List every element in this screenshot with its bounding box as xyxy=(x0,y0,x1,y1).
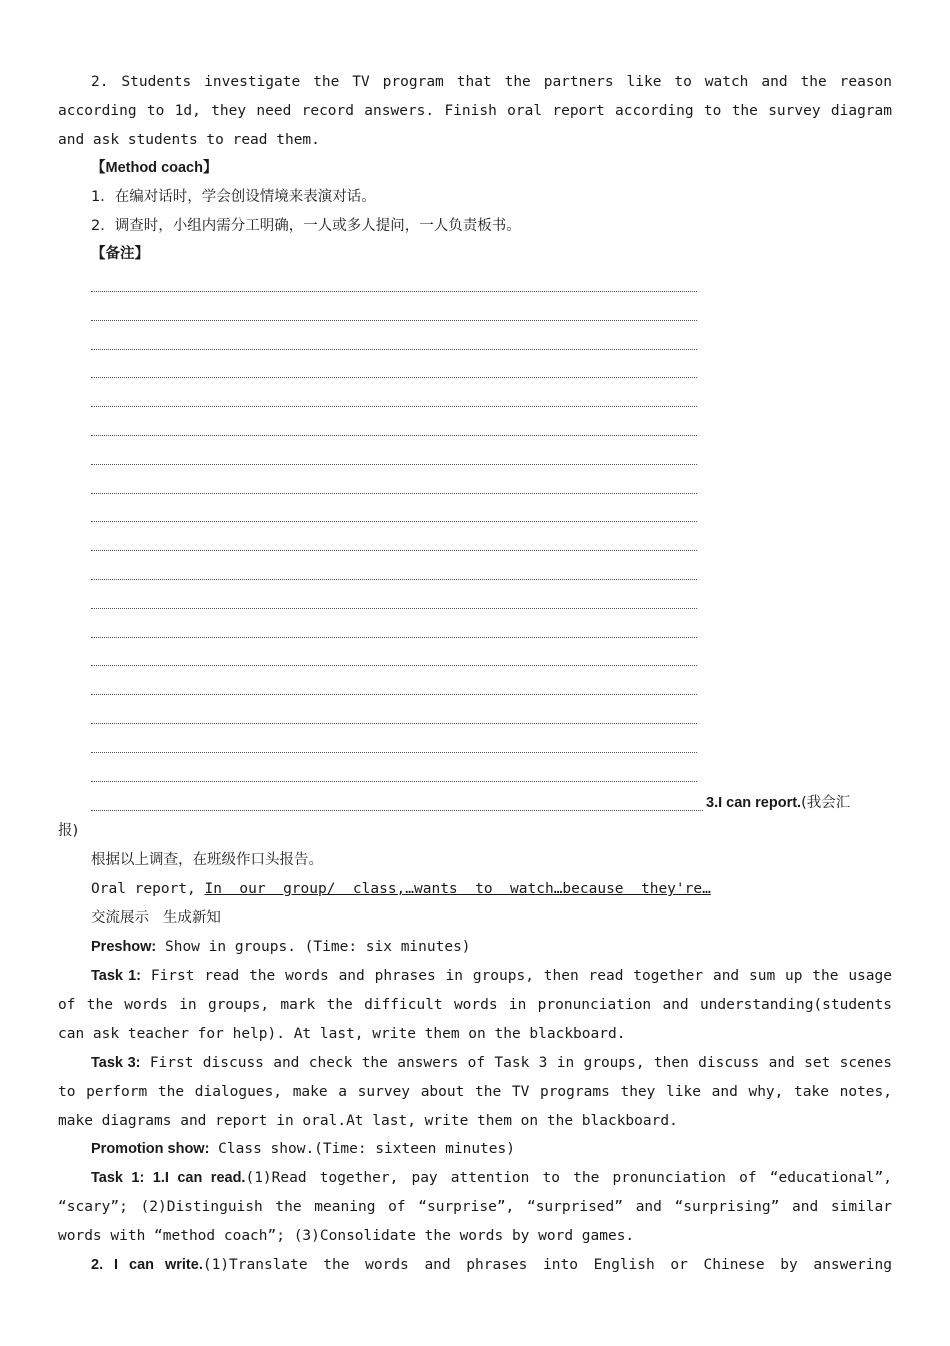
note-line xyxy=(91,637,697,638)
method-coach-item-2: 2．调查时，小组内需分工明确，一人或多人提问，一人负责板书。 xyxy=(91,218,521,234)
task1-label: Task 1: xyxy=(91,968,141,984)
oral-report-template: In our group/ class,…wants to watch…because they're… xyxy=(204,881,711,897)
promotion-line xyxy=(91,1135,925,1164)
note-line xyxy=(91,464,697,465)
note-line xyxy=(91,435,697,436)
task1-text: First read the words and phrases in groups, then read together and sum up the usage of the words in groups, mark the difficult words in pronunciation and understanding(students can ask teacher for help). At last, write them on the blackboard. xyxy=(58,968,892,1042)
notes-heading: 【备注】 xyxy=(91,246,149,262)
note-line xyxy=(91,665,697,666)
promo-task1-paragraph xyxy=(58,1164,892,1251)
oral-report-label: Oral report, xyxy=(91,881,196,897)
promo-task1-label: Task 1: 1.I can read. xyxy=(91,1170,246,1186)
promotion-label: Promotion show: xyxy=(91,1141,210,1157)
preshow-text: Show in groups. (Time: six minutes) xyxy=(156,939,471,955)
method-coach-heading: 【Method coach】 xyxy=(91,160,218,176)
note-line xyxy=(91,377,697,378)
method-coach-item-1: 1．在编对话时，学会创设情境来表演对话。 xyxy=(91,189,376,205)
promo-write-paragraph xyxy=(58,1251,892,1280)
task3-label: Task 3: xyxy=(91,1055,141,1071)
preshow-label: Preshow: xyxy=(91,939,157,955)
report-title: 3.I can report. xyxy=(706,795,802,811)
note-line xyxy=(91,320,697,321)
task3-paragraph xyxy=(58,1049,892,1136)
note-line xyxy=(91,810,703,811)
note-line xyxy=(91,406,697,407)
note-line xyxy=(91,579,697,580)
oral-report-line xyxy=(91,875,925,904)
promo-write-text: (1)Translate the words and phrases into English or Chinese by answering xyxy=(202,1257,892,1273)
note-line xyxy=(91,291,697,292)
note-line xyxy=(91,694,697,695)
note-line xyxy=(91,752,697,753)
promotion-text: Class show.(Time: sixteen minutes) xyxy=(209,1141,515,1157)
task1-paragraph xyxy=(58,962,892,1049)
note-line xyxy=(91,550,697,551)
report-instruction: 根据以上调查，在班级作口头报告。 xyxy=(91,852,323,868)
note-line xyxy=(91,781,697,782)
section-2-paragraph: 2. Students investigate the TV program that the partners like to watch and the reason according to 1d, they need record answers. Finish oral report according to the survey diagram and ask students to read them. xyxy=(58,74,892,148)
note-line xyxy=(91,723,697,724)
report-title-tail: (我会汇 xyxy=(801,795,851,811)
preshow-line xyxy=(91,933,925,962)
task3-text: First discuss and check the answers of Task 3 in groups, then discuss and set scenes to perform the dialogues, make a survey about the TV programs they like and why, take notes, make diagrams and report in oral.At last, write them on the blackboard. xyxy=(58,1055,892,1129)
promo-write-label: 2. I can write. xyxy=(91,1257,203,1273)
note-line xyxy=(91,521,697,522)
note-line xyxy=(91,493,697,494)
report-heading xyxy=(706,789,850,818)
report-title-wrap: 报) xyxy=(58,823,79,839)
note-line xyxy=(91,349,697,350)
exchange-heading: 交流展示 生成新知 xyxy=(91,910,221,926)
promo-task1-text: (1)Read together, pay attention to the pronunciation of “educational”, “scary”; (2)Distinguish the meaning of “surprise”, “surprised” and “surprising” and similar words with “method coach”; (3)Consolidate the words by word games. xyxy=(58,1170,892,1244)
note-line xyxy=(91,608,697,609)
